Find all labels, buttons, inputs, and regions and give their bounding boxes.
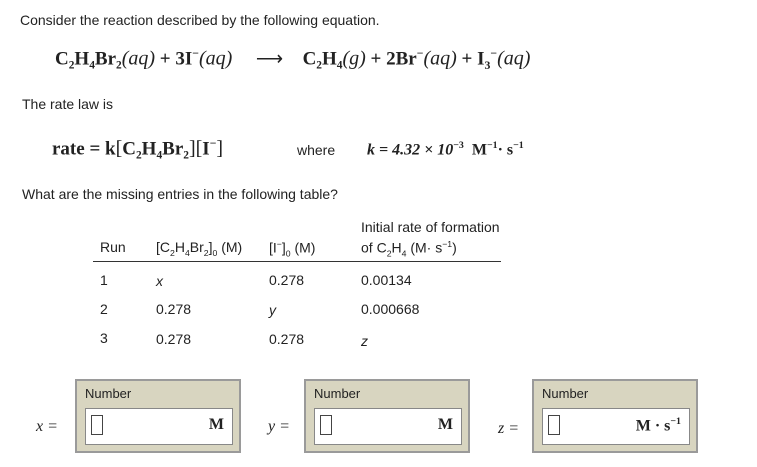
row3-run: 3 (100, 330, 108, 346)
product-3: + I (461, 48, 485, 70)
y-number-label: Number (314, 386, 361, 401)
reactant-1-state: (aq) (121, 47, 156, 70)
y-answer-box (304, 379, 470, 453)
row1-c2h4br2: x (156, 273, 163, 289)
z-unit: $M \cdot s^{-1}$ (635, 416, 681, 435)
y-input-area[interactable] (314, 408, 462, 445)
row2-c2h4br2: 0.278 (156, 301, 192, 317)
row2-run: 2 (100, 301, 108, 317)
z-answer-box (532, 379, 698, 453)
reactant-1: C₂H₄Br₂ (55, 48, 122, 70)
header-rate-line1: Initial rate of formation (361, 219, 500, 235)
reaction-arrow: ⟶ (255, 48, 284, 70)
header-c2h4br2: $[C_2H_4Br_2]_0$ (M) (156, 239, 243, 258)
z-number-label: Number (542, 386, 589, 401)
rate-law-species-2: I (202, 138, 210, 160)
reaction-equation: C₂H₄Br₂(aq) + 3I−(aq) ⟶ $C_2H_4(g) + 2Br^-(aq) + I_3^-(aq)$ (55, 47, 531, 73)
row1-rate: 0.00134 (361, 272, 412, 288)
reactant-2-coefficient: + 3 (159, 48, 185, 70)
product-3-state: (aq) (497, 47, 531, 70)
row1-iodide: 0.278 (269, 272, 305, 288)
header-run: Run (100, 239, 126, 255)
x-input-area[interactable] (85, 408, 233, 445)
intro-text: Consider the reaction described by the following equation. (20, 12, 380, 28)
x-unit: M (208, 416, 224, 433)
y-label: y = (268, 418, 290, 435)
question-text: What are the missing entries in the following table? (22, 186, 338, 202)
rate-law-expression: rate = k[C₂H₄Br₂][I−] (52, 137, 224, 160)
product-1: C₂H₄ (302, 48, 343, 70)
row3-c2h4br2: 0.278 (156, 331, 192, 347)
product-2-state: (aq) (423, 47, 457, 70)
row1-run: 1 (100, 272, 108, 288)
z-label: z = (498, 420, 520, 437)
x-number-label: Number (85, 386, 132, 401)
x-input[interactable] (91, 415, 103, 435)
x-label: x = (36, 418, 58, 435)
row2-rate: 0.000668 (361, 301, 420, 317)
header-iodide: $[I^-]_0$ (M) (269, 239, 316, 259)
header-rate-line2: of $C_2H_4$ $(M\cdot s^{-1})$ (361, 239, 457, 259)
row2-iodide: y (269, 302, 276, 318)
row3-iodide: 0.278 (269, 331, 305, 347)
product-2: + 2Br (370, 48, 417, 70)
z-input[interactable] (548, 415, 560, 435)
rate-law-lhs: rate = k (52, 138, 116, 160)
rate-law-label: The rate law is (22, 96, 114, 112)
z-input-area[interactable] (542, 408, 690, 445)
x-answer-box (75, 379, 241, 453)
reactant-2: I (184, 48, 193, 70)
rate-constant: $k = 4.32 \times 10^{-3}$ $M^{-1}\cdot s^{-1}$ (367, 140, 524, 159)
product-1-state: (g) (342, 47, 366, 70)
rate-law-species-1: C₂H₄Br₂ (122, 138, 189, 160)
reactant-2-state: (aq) (198, 47, 233, 70)
y-unit: M (437, 416, 453, 433)
table-divider (93, 261, 501, 262)
y-input[interactable] (320, 415, 332, 435)
row3-rate: z (361, 333, 368, 349)
where-text: where (297, 142, 336, 158)
rate-constant-value: k = 4.32 × 10 (367, 141, 454, 159)
